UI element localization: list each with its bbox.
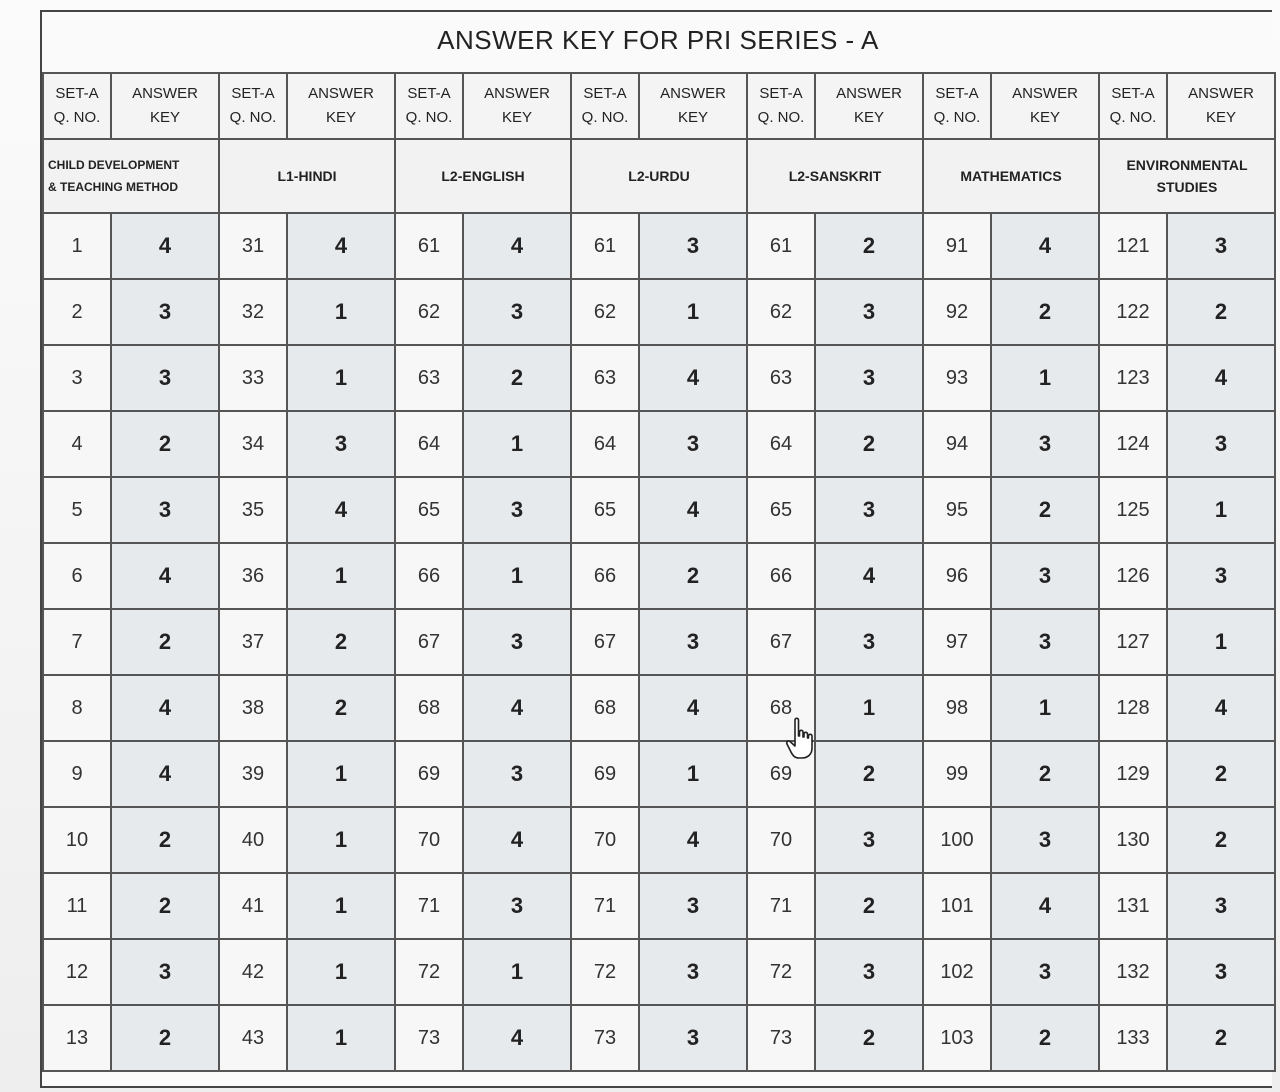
question-number-cell: 124 xyxy=(1099,411,1167,477)
answer-cell: 1 xyxy=(463,939,571,1005)
answer-header-line1: ANSWER xyxy=(836,85,902,102)
question-number-cell: 62 xyxy=(395,279,463,345)
answer-header-line2: KEY xyxy=(677,109,708,126)
question-number-cell: 131 xyxy=(1099,873,1167,939)
answer-cell: 1 xyxy=(287,939,395,1005)
question-number-cell: 73 xyxy=(571,1005,639,1071)
table-row xyxy=(43,345,1275,411)
answer-cell: 4 xyxy=(991,213,1099,279)
question-number-cell: 66 xyxy=(747,543,815,609)
question-number-cell: 101 xyxy=(923,873,991,939)
answer-cell: 1 xyxy=(1167,477,1275,543)
question-number-cell: 61 xyxy=(747,213,815,279)
question-number-cell: 73 xyxy=(395,1005,463,1071)
answer-cell: 2 xyxy=(111,1005,219,1071)
question-number-cell: 92 xyxy=(923,279,991,345)
answer-key-column-header xyxy=(815,73,923,139)
answer-cell: 2 xyxy=(287,609,395,675)
subject-name-line2: & TEACHING METHOD xyxy=(48,180,178,194)
question-number-cell: 96 xyxy=(923,543,991,609)
qno-column-header xyxy=(43,73,111,139)
question-number-cell: 61 xyxy=(571,213,639,279)
question-number-cell: 68 xyxy=(747,675,815,741)
answer-cell: 2 xyxy=(815,1005,923,1071)
table-row xyxy=(43,477,1275,543)
subject-name-line1: L1-HINDI xyxy=(277,168,337,184)
answer-cell: 4 xyxy=(639,675,747,741)
answer-cell: 1 xyxy=(991,675,1099,741)
answer-key-column-header xyxy=(639,73,747,139)
question-number-cell: 68 xyxy=(571,675,639,741)
question-number-cell: 62 xyxy=(571,279,639,345)
answer-rows xyxy=(43,213,1275,1071)
qno-column-header xyxy=(923,73,991,139)
qno-header-line1: SET-A xyxy=(55,85,99,102)
qno-header-line2: Q. NO. xyxy=(229,109,277,126)
question-number-cell: 128 xyxy=(1099,675,1167,741)
answer-cell: 2 xyxy=(111,411,219,477)
answer-cell: 3 xyxy=(991,939,1099,1005)
answer-cell: 1 xyxy=(287,807,395,873)
answer-cell: 3 xyxy=(111,279,219,345)
answer-header-line1: ANSWER xyxy=(1012,85,1078,102)
answer-cell: 3 xyxy=(815,279,923,345)
answer-cell: 2 xyxy=(815,213,923,279)
question-number-cell: 41 xyxy=(219,873,287,939)
question-number-cell: 72 xyxy=(571,939,639,1005)
page-title: ANSWER KEY FOR PRI SERIES - A xyxy=(437,25,879,55)
answer-cell: 1 xyxy=(1167,609,1275,675)
answer-cell: 3 xyxy=(111,939,219,1005)
answer-cell: 2 xyxy=(111,609,219,675)
answer-cell: 3 xyxy=(463,873,571,939)
question-number-cell: 65 xyxy=(395,477,463,543)
answer-cell: 1 xyxy=(287,543,395,609)
question-number-cell: 13 xyxy=(43,1005,111,1071)
answer-cell: 2 xyxy=(1167,1005,1275,1071)
answer-cell: 3 xyxy=(1167,873,1275,939)
answer-header-line2: KEY xyxy=(853,109,884,126)
question-number-cell: 127 xyxy=(1099,609,1167,675)
hand-pointer-icon xyxy=(784,716,818,760)
answer-cell: 1 xyxy=(287,1005,395,1071)
answer-key-column-header xyxy=(111,73,219,139)
answer-key-sheet xyxy=(40,10,1272,1088)
table-row xyxy=(43,213,1275,279)
qno-header-line2: Q. NO. xyxy=(53,109,101,126)
qno-header-line2: Q. NO. xyxy=(933,109,981,126)
answer-cell: 3 xyxy=(815,939,923,1005)
answer-cell: 2 xyxy=(1167,279,1275,345)
question-number-cell: 64 xyxy=(395,411,463,477)
question-number-cell: 103 xyxy=(923,1005,991,1071)
question-number-cell: 32 xyxy=(219,279,287,345)
question-number-cell: 129 xyxy=(1099,741,1167,807)
question-number-cell: 68 xyxy=(395,675,463,741)
answer-cell: 4 xyxy=(111,741,219,807)
question-number-cell: 122 xyxy=(1099,279,1167,345)
subject-header xyxy=(747,139,923,213)
answer-cell: 4 xyxy=(639,345,747,411)
qno-header-line2: Q. NO. xyxy=(757,109,805,126)
question-number-cell: 61 xyxy=(395,213,463,279)
answer-cell: 4 xyxy=(639,477,747,543)
answer-cell: 1 xyxy=(463,543,571,609)
answer-cell: 2 xyxy=(1167,741,1275,807)
question-number-cell: 63 xyxy=(747,345,815,411)
qno-column-header xyxy=(571,73,639,139)
question-number-cell: 34 xyxy=(219,411,287,477)
table-row xyxy=(43,741,1275,807)
question-number-cell: 4 xyxy=(43,411,111,477)
answer-key-table xyxy=(42,72,1276,1072)
table-row xyxy=(43,939,1275,1005)
question-number-cell: 6 xyxy=(43,543,111,609)
question-number-cell: 67 xyxy=(395,609,463,675)
subject-name-line1: MATHEMATICS xyxy=(960,168,1062,184)
answer-cell: 2 xyxy=(111,807,219,873)
subject-header xyxy=(219,139,395,213)
answer-cell: 4 xyxy=(639,807,747,873)
subject-name-line1: CHILD DEVELOPMENT xyxy=(48,158,180,172)
question-number-cell: 70 xyxy=(747,807,815,873)
answer-cell: 1 xyxy=(287,279,395,345)
answer-cell: 2 xyxy=(991,477,1099,543)
column-header-row xyxy=(43,73,1275,139)
answer-cell: 3 xyxy=(991,609,1099,675)
question-number-cell: 67 xyxy=(571,609,639,675)
question-number-cell: 37 xyxy=(219,609,287,675)
question-number-cell: 97 xyxy=(923,609,991,675)
answer-cell: 4 xyxy=(463,213,571,279)
question-number-cell: 130 xyxy=(1099,807,1167,873)
subject-name-line1: L2-SANSKRIT xyxy=(788,168,882,184)
question-number-cell: 126 xyxy=(1099,543,1167,609)
answer-cell: 3 xyxy=(991,411,1099,477)
question-number-cell: 1 xyxy=(43,213,111,279)
qno-header-line1: SET-A xyxy=(231,85,275,102)
qno-header-line1: SET-A xyxy=(759,85,803,102)
answer-key-column-header xyxy=(287,73,395,139)
question-number-cell: 64 xyxy=(571,411,639,477)
answer-cell: 4 xyxy=(1167,675,1275,741)
question-number-cell: 3 xyxy=(43,345,111,411)
question-number-cell: 8 xyxy=(43,675,111,741)
question-number-cell: 125 xyxy=(1099,477,1167,543)
answer-cell: 3 xyxy=(463,477,571,543)
qno-header-line1: SET-A xyxy=(583,85,627,102)
question-number-cell: 94 xyxy=(923,411,991,477)
answer-cell: 2 xyxy=(463,345,571,411)
question-number-cell: 132 xyxy=(1099,939,1167,1005)
subject-header xyxy=(923,139,1099,213)
answer-cell: 3 xyxy=(815,609,923,675)
question-number-cell: 65 xyxy=(571,477,639,543)
answer-header-line2: KEY xyxy=(1205,109,1236,126)
answer-cell: 4 xyxy=(111,213,219,279)
question-number-cell: 100 xyxy=(923,807,991,873)
table-row xyxy=(43,675,1275,741)
question-number-cell: 63 xyxy=(571,345,639,411)
answer-cell: 3 xyxy=(639,411,747,477)
question-number-cell: 11 xyxy=(43,873,111,939)
qno-column-header xyxy=(1099,73,1167,139)
question-number-cell: 42 xyxy=(219,939,287,1005)
answer-cell: 4 xyxy=(287,213,395,279)
question-number-cell: 69 xyxy=(571,741,639,807)
answer-header-line1: ANSWER xyxy=(308,85,374,102)
question-number-cell: 121 xyxy=(1099,213,1167,279)
subject-header xyxy=(395,139,571,213)
answer-cell: 2 xyxy=(991,1005,1099,1071)
answer-cell: 2 xyxy=(991,279,1099,345)
answer-cell: 3 xyxy=(463,741,571,807)
qno-header-line2: Q. NO. xyxy=(581,109,629,126)
qno-header-line2: Q. NO. xyxy=(405,109,453,126)
qno-header-line1: SET-A xyxy=(1111,85,1155,102)
question-number-cell: 123 xyxy=(1099,345,1167,411)
answer-cell: 2 xyxy=(815,873,923,939)
answer-header-line2: KEY xyxy=(149,109,180,126)
question-number-cell: 2 xyxy=(43,279,111,345)
answer-cell: 2 xyxy=(815,411,923,477)
question-number-cell: 40 xyxy=(219,807,287,873)
answer-header-line1: ANSWER xyxy=(1188,85,1254,102)
answer-cell: 4 xyxy=(463,1005,571,1071)
answer-header-line2: KEY xyxy=(1029,109,1060,126)
question-number-cell: 65 xyxy=(747,477,815,543)
question-number-cell: 9 xyxy=(43,741,111,807)
question-number-cell: 72 xyxy=(747,939,815,1005)
answer-cell: 3 xyxy=(639,213,747,279)
question-number-cell: 66 xyxy=(395,543,463,609)
table-row xyxy=(43,609,1275,675)
table-row xyxy=(43,807,1275,873)
answer-key-column-header xyxy=(1167,73,1275,139)
answer-header-line2: KEY xyxy=(501,109,532,126)
question-number-cell: 10 xyxy=(43,807,111,873)
answer-cell: 1 xyxy=(287,873,395,939)
answer-cell: 2 xyxy=(815,741,923,807)
question-number-cell: 71 xyxy=(395,873,463,939)
subject-header xyxy=(43,139,219,213)
answer-cell: 3 xyxy=(991,807,1099,873)
answer-cell: 4 xyxy=(287,477,395,543)
question-number-cell: 70 xyxy=(571,807,639,873)
qno-column-header xyxy=(747,73,815,139)
question-number-cell: 64 xyxy=(747,411,815,477)
table-row xyxy=(43,873,1275,939)
question-number-cell: 33 xyxy=(219,345,287,411)
answer-cell: 3 xyxy=(111,345,219,411)
answer-cell: 3 xyxy=(815,477,923,543)
qno-column-header xyxy=(395,73,463,139)
answer-cell: 3 xyxy=(815,345,923,411)
question-number-cell: 66 xyxy=(571,543,639,609)
answer-cell: 1 xyxy=(287,741,395,807)
answer-cell: 4 xyxy=(111,543,219,609)
subject-name-line1: L2-ENGLISH xyxy=(441,168,525,184)
question-number-cell: 71 xyxy=(747,873,815,939)
question-number-cell: 99 xyxy=(923,741,991,807)
question-number-cell: 5 xyxy=(43,477,111,543)
answer-cell: 2 xyxy=(639,543,747,609)
answer-cell: 4 xyxy=(1167,345,1275,411)
answer-cell: 2 xyxy=(287,675,395,741)
answer-header-line1: ANSWER xyxy=(484,85,550,102)
qno-header-line1: SET-A xyxy=(407,85,451,102)
answer-cell: 3 xyxy=(639,1005,747,1071)
subject-header xyxy=(571,139,747,213)
answer-cell: 1 xyxy=(287,345,395,411)
answer-cell: 3 xyxy=(463,609,571,675)
answer-cell: 1 xyxy=(639,279,747,345)
answer-cell: 3 xyxy=(991,543,1099,609)
question-number-cell: 38 xyxy=(219,675,287,741)
question-number-cell: 102 xyxy=(923,939,991,1005)
question-number-cell: 93 xyxy=(923,345,991,411)
question-number-cell: 71 xyxy=(571,873,639,939)
question-number-cell: 12 xyxy=(43,939,111,1005)
subject-header xyxy=(1099,139,1275,213)
answer-key-column-header xyxy=(463,73,571,139)
question-number-cell: 39 xyxy=(219,741,287,807)
question-number-cell: 98 xyxy=(923,675,991,741)
question-number-cell: 35 xyxy=(219,477,287,543)
answer-cell: 3 xyxy=(639,609,747,675)
subject-header-row xyxy=(43,139,1275,213)
question-number-cell: 43 xyxy=(219,1005,287,1071)
answer-cell: 3 xyxy=(1167,411,1275,477)
answer-cell: 1 xyxy=(815,675,923,741)
answer-header-line1: ANSWER xyxy=(132,85,198,102)
answer-cell: 2 xyxy=(991,741,1099,807)
answer-cell: 3 xyxy=(1167,939,1275,1005)
question-number-cell: 69 xyxy=(395,741,463,807)
answer-cell: 3 xyxy=(639,873,747,939)
question-number-cell: 67 xyxy=(747,609,815,675)
question-number-cell: 36 xyxy=(219,543,287,609)
answer-key-column-header xyxy=(991,73,1099,139)
answer-cell: 4 xyxy=(815,543,923,609)
question-number-cell: 133 xyxy=(1099,1005,1167,1071)
question-number-cell: 7 xyxy=(43,609,111,675)
question-number-cell: 69 xyxy=(747,741,815,807)
subject-name-line2: STUDIES xyxy=(1156,179,1218,195)
answer-cell: 1 xyxy=(639,741,747,807)
qno-header-line1: SET-A xyxy=(935,85,979,102)
answer-cell: 4 xyxy=(991,873,1099,939)
table-row xyxy=(43,279,1275,345)
answer-cell: 1 xyxy=(463,411,571,477)
question-number-cell: 95 xyxy=(923,477,991,543)
answer-cell: 4 xyxy=(463,675,571,741)
question-number-cell: 73 xyxy=(747,1005,815,1071)
question-number-cell: 63 xyxy=(395,345,463,411)
answer-cell: 3 xyxy=(463,279,571,345)
subject-name-line1: ENVIRONMENTAL xyxy=(1126,157,1248,173)
answer-cell: 3 xyxy=(1167,213,1275,279)
question-number-cell: 31 xyxy=(219,213,287,279)
answer-header-line1: ANSWER xyxy=(660,85,726,102)
answer-cell: 3 xyxy=(111,477,219,543)
question-number-cell: 91 xyxy=(923,213,991,279)
answer-cell: 3 xyxy=(815,807,923,873)
answer-cell: 2 xyxy=(111,873,219,939)
qno-column-header xyxy=(219,73,287,139)
qno-header-line2: Q. NO. xyxy=(1109,109,1157,126)
answer-header-line2: KEY xyxy=(325,109,356,126)
table-row xyxy=(43,543,1275,609)
table-row xyxy=(43,1005,1275,1071)
answer-cell: 1 xyxy=(991,345,1099,411)
question-number-cell: 62 xyxy=(747,279,815,345)
answer-cell: 4 xyxy=(111,675,219,741)
answer-cell: 4 xyxy=(463,807,571,873)
answer-cell: 2 xyxy=(1167,807,1275,873)
answer-cell: 3 xyxy=(287,411,395,477)
answer-cell: 3 xyxy=(1167,543,1275,609)
answer-cell: 3 xyxy=(639,939,747,1005)
question-number-cell: 72 xyxy=(395,939,463,1005)
subject-name-line1: L2-URDU xyxy=(628,168,690,184)
question-number-cell: 70 xyxy=(395,807,463,873)
table-row xyxy=(43,411,1275,477)
